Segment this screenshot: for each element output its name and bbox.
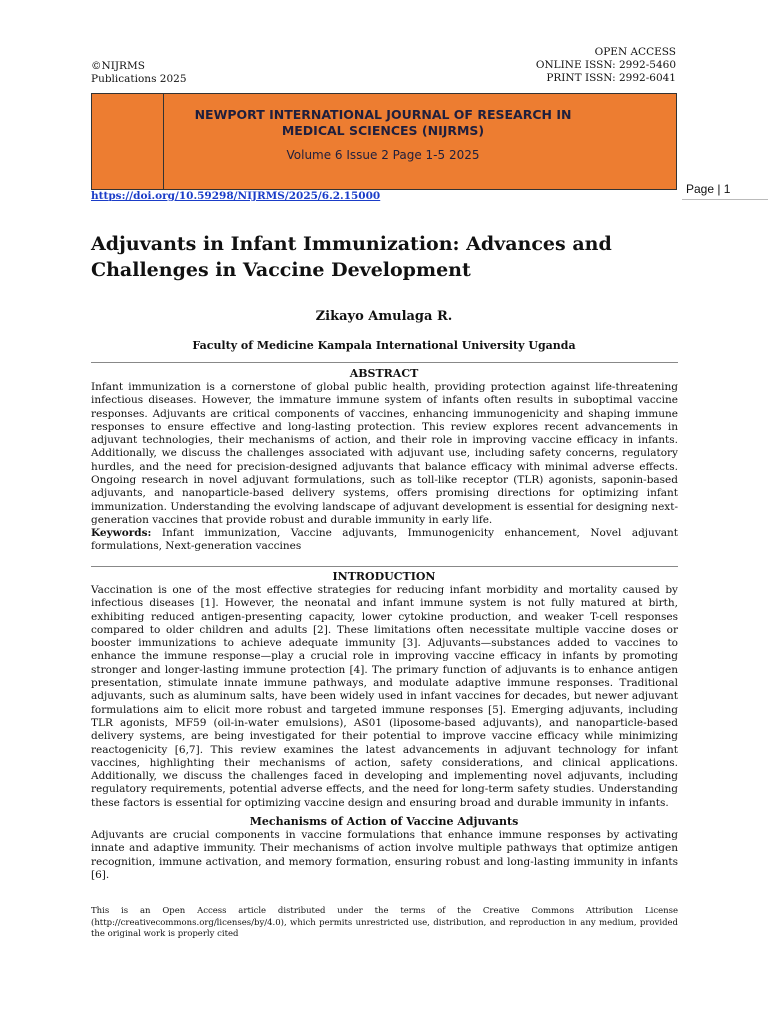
open-access-label: OPEN ACCESS <box>594 46 676 58</box>
volume-info: Volume 6 Issue 2 Page 1-5 2025 <box>286 148 480 162</box>
print-issn: PRINT ISSN: 2992-6041 <box>546 72 676 84</box>
journal-title: NEWPORT INTERNATIONAL JOURNAL OF RESEARCH IN MEDICAL SCIENCES (NIJRMS) <box>194 107 572 138</box>
mechanisms-text: Adjuvants are crucial components in vaccine formulations that enhance immune responses by activating innate and adaptive immunity. Their mechanisms of action involve multiple pathways that optimize antigen recognition, immune activation, and memory formation, ensuring robust and long-lasting immunity in infants [6]. <box>91 829 678 881</box>
journal-banner <box>163 93 603 190</box>
publications-year: Publications 2025 <box>91 73 187 85</box>
publisher-header <box>91 60 187 86</box>
issn-header <box>536 46 676 85</box>
abstract-top-rule <box>91 362 678 363</box>
banner-left-cell <box>91 93 164 190</box>
keywords-block <box>91 527 678 554</box>
mechanisms-heading: Mechanisms of Action of Vaccine Adjuvants <box>249 815 519 828</box>
keywords-list: Infant immunization, Vaccine adjuvants, Immunogenicity enhancement, Novel adjuvant formulations, Next-generation vaccines <box>91 527 678 553</box>
introduction-heading: INTRODUCTION <box>332 570 436 583</box>
abstract-text: Infant immunization is a cornerstone of global public health, providing protection against life-threatening infectious diseases. However, the immature immune system of infants often results in suboptimal vaccine responses. Adjuvants are critical components of vaccines, enhancing immunogenicity and shaping immune responses to ensure effective and long-lasting protection. This review explores recent advancements in adjuvant technologies, their mechanisms of action, and their role in improving vaccine efficacy in infants. Additionally, we discuss the challenges associated with adjuvant use, including safety concerns, regulatory hurdles, and the need for precision-designed adjuvants that balance efficacy with minimal adverse effects. Ongoing research in novel adjuvant formulations, such as toll-like receptor (TLR) agonists, saponin-based adjuvants, and nanoparticle-based delivery systems, offers promising directions for optimizing infant immunization. Understanding the evolving landscape of adjuvant development is essential for designing next-generation vaccines that provide robust and durable immunity in early life. <box>91 381 678 526</box>
author-affiliation: Faculty of Medicine Kampala International University Uganda <box>192 339 576 352</box>
paper-title: Adjuvants in Infant Immunization: Advances and Challenges in Vaccine Development <box>91 233 612 281</box>
keywords-label: Keywords: <box>91 527 152 539</box>
copyright-line: ©NIJRMS <box>91 60 145 72</box>
page-number: Page | 1 <box>686 182 731 196</box>
doi-link[interactable]: https://doi.org/10.59298/NIJRMS/2025/6.2.15000 <box>91 190 381 202</box>
page-number-rule <box>682 199 768 200</box>
abstract-bottom-rule <box>91 566 678 567</box>
author-name: Zikayo Amulaga R. <box>315 309 453 324</box>
banner-right-cell <box>601 93 677 190</box>
online-issn: ONLINE ISSN: 2992-5460 <box>535 59 676 71</box>
introduction-text: Vaccination is one of the most effective strategies for reducing infant morbidity and mortality caused by infectious diseases [1]. However, the neonatal and infant immune system is not fully matured at birth, exhibiting reduced antigen-presenting capacity, lower cytokine production, and weaker T-cell responses compared to older children and adults [2]. These limitations often necessitate multiple vaccine doses or booster immunizations to achieve adequate immunity [3]. Adjuvants—substances added to vaccines to enhance the immune response—play a crucial role in improving vaccine efficacy in infants by promoting stronger and longer-lasting immune protection [4]. The primary function of adjuvants is to enhance antigen presentation, stimulate innate immune pathways, and modulate adaptive immune responses. Traditional adjuvants, such as aluminum salts, have been widely used in infant vaccines for decades, but newer adjuvant formulations aim to elicit more robust and targeted immune responses [5]. Emerging adjuvants, including TLR agonists, MF59 (oil-in-water emulsions), AS01 (liposome-based adjuvants), and nanoparticle-based delivery systems, are being investigated for their potential to improve vaccine efficacy while minimizing reactogenicity [6,7]. This review examines the latest advancements in adjuvant technology for infant vaccines, highlighting their mechanisms of action, safety considerations, and clinical applications. Additionally, we discuss the challenges faced in developing and implementing novel adjuvants, including regulatory requirements, potential adverse effects, and the need for long-term safety studies. Understanding these factors is essential for optimizing vaccine design and ensuring broad and durable immunity in infants. <box>91 584 678 809</box>
abstract-heading: ABSTRACT <box>349 367 419 380</box>
license-footnote: This is an Open Access article distributed under the terms of the Creative Commons Attribution License (http://creativecommons.org/licenses/by/4.0), which permits unrestricted use, distribution, and reproduction in any medium, provided the original work is properly cited <box>91 906 678 939</box>
